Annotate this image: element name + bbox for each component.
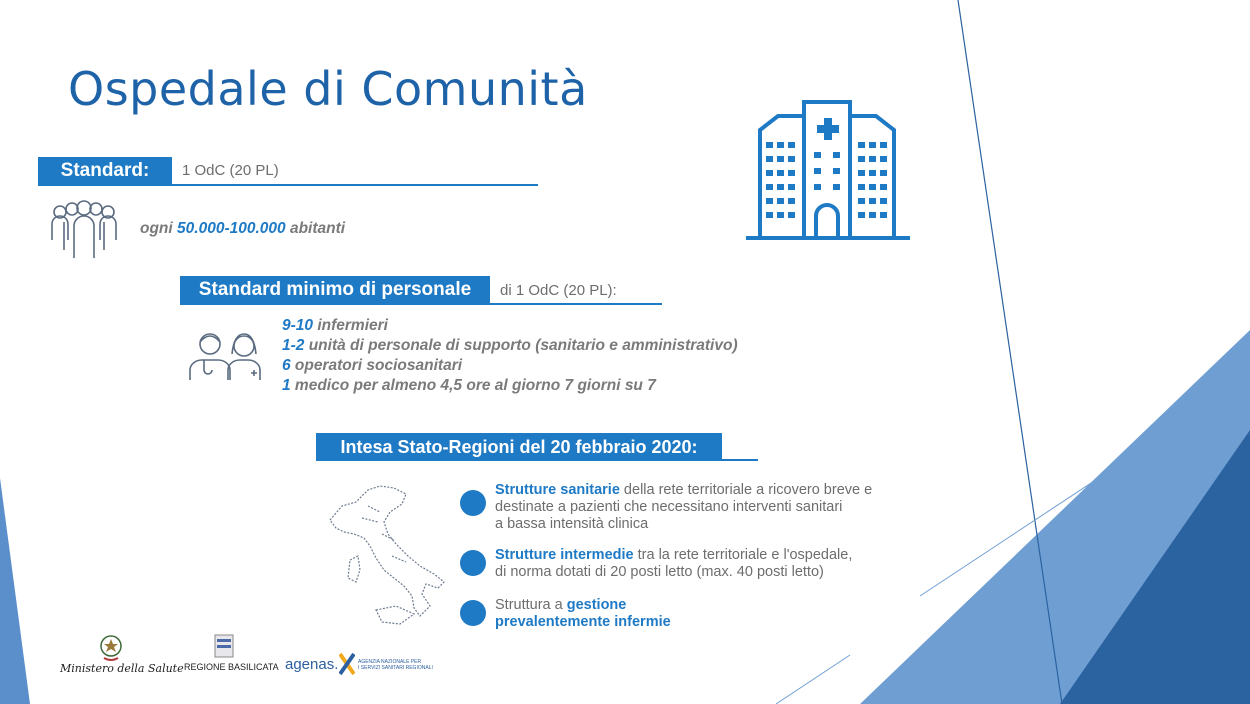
people-group-icon — [48, 200, 120, 262]
staff-list — [282, 316, 738, 396]
staff-item: 9-10 infermieri — [282, 317, 388, 334]
population-range: 50.000-100.000 — [177, 220, 286, 237]
staff-item: 6 operatori sociosanitari — [282, 357, 463, 374]
standard-label: Standard: — [38, 157, 172, 185]
bullet-3-text: Struttura a gestione prevalentemente infermie — [495, 597, 671, 630]
italy-map-icon — [322, 482, 452, 630]
intesa-underline — [316, 459, 758, 461]
staff-item: 1-2 unità di personale di supporto (sanitario e amministrativo) — [282, 337, 738, 354]
agenas-subtitle: AGENZIA NAZIONALE PER I SERVIZI SANITARI REGIONALI — [358, 659, 433, 671]
bullet-3-dot — [460, 600, 486, 626]
agenas-logo — [285, 652, 445, 682]
staff-underline — [180, 303, 662, 305]
standard-value: 1 OdC (20 PL) — [182, 162, 279, 179]
bullet-1-text: Strutture sanitarie della rete territoriale a ricovero breve e destinate a pazienti che necessitano interventi sanitari a bassa intensità clinica — [495, 482, 873, 532]
population-text — [140, 220, 345, 238]
italian-emblem-icon — [98, 634, 124, 662]
regione-emblem-icon — [214, 634, 234, 658]
bullet-2-text: Strutture intermedie tra la rete territoriale e l'ospedale, di norma dotati di 20 posti letto (max. 40 posti letto) — [495, 547, 853, 580]
staff-suffix: di 1 OdC (20 PL): — [500, 282, 617, 299]
medical-staff-icon — [188, 330, 268, 382]
regione-logo-text: REGIONE BASILICATA — [184, 662, 279, 672]
page-title: Ospedale di Comunità — [68, 62, 588, 116]
standard-underline — [38, 184, 538, 186]
hospital-icon — [744, 100, 912, 242]
staff-item: 1 medico per almeno 4,5 ore al giorno 7 giorni su 7 — [282, 377, 656, 394]
population-prefix: ogni — [140, 220, 178, 237]
agenas-logo-text: agenas. — [285, 656, 339, 673]
agenas-x-icon — [339, 652, 355, 676]
intesa-label: Intesa Stato-Regioni del 20 febbraio 2020: — [316, 433, 722, 461]
staff-label: Standard minimo di personale — [180, 276, 490, 304]
ministero-logo-text: Ministero della Salute — [60, 662, 184, 675]
population-suffix: abitanti — [285, 220, 346, 237]
bullet-2-dot — [460, 550, 486, 576]
bullet-1-dot — [460, 490, 486, 516]
